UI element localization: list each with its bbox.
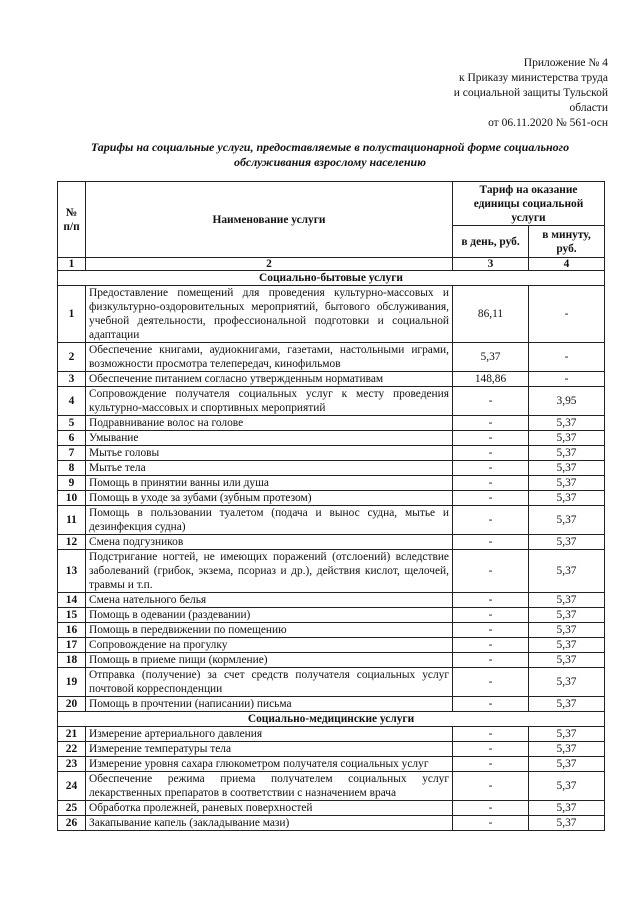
table-row — [58, 593, 605, 608]
tariff-per-minute: 5,37 — [529, 550, 605, 593]
row-number: 16 — [58, 623, 86, 638]
row-number: 5 — [58, 416, 86, 431]
tariff-per-minute: 5,37 — [529, 535, 605, 550]
document-title: Тарифы на социальные услуги, предоставляемые в полустационарной форме социального обслуживания взрослому населению — [90, 140, 570, 169]
service-name: Смена нательного белья — [86, 593, 453, 608]
header-per-day: в день, руб. — [453, 226, 529, 258]
service-name: Помощь в одевании (раздевании) — [86, 608, 453, 623]
service-name: Помощь в приеме пищи (кормление) — [86, 653, 453, 668]
tariff-per-minute: 5,37 — [529, 491, 605, 506]
table-row — [58, 697, 605, 712]
table-row — [58, 387, 605, 416]
service-name: Мытье головы — [86, 446, 453, 461]
column-number: 2 — [86, 258, 453, 271]
tariff-per-day: - — [453, 550, 529, 593]
table-row — [58, 668, 605, 697]
tariff-per-minute: 5,37 — [529, 461, 605, 476]
row-number: 2 — [58, 343, 86, 372]
row-number: 17 — [58, 638, 86, 653]
tariff-per-day: - — [453, 593, 529, 608]
service-name: Отправка (получение) за счет средств получателя социальных услуг почтовой корреспонденции — [86, 668, 453, 697]
table-row — [58, 446, 605, 461]
tariff-per-minute: 5,37 — [529, 653, 605, 668]
table-row — [58, 653, 605, 668]
service-name: Помощь в принятии ванны или душа — [86, 476, 453, 491]
tariff-per-day: - — [453, 506, 529, 535]
tariff-per-day: - — [453, 801, 529, 816]
service-name: Измерение уровня сахара глюкометром получателя социальных услуг — [86, 757, 453, 772]
service-name: Помощь в уходе за зубами (зубным протезом) — [86, 491, 453, 506]
service-name: Подстригание ногтей, не имеющих поражений (отслоений) вследствие заболеваний (грибок, экзема, псориаз и др.), действия кислот, щелочей, травмы и т.п. — [86, 550, 453, 593]
row-number: 4 — [58, 387, 86, 416]
service-name: Умывание — [86, 431, 453, 446]
appendix-line: области — [569, 102, 608, 114]
row-number: 25 — [58, 801, 86, 816]
table-row — [58, 506, 605, 535]
tariff-per-day: - — [453, 535, 529, 550]
tariff-per-day: - — [453, 446, 529, 461]
row-number: 21 — [58, 727, 86, 742]
tariff-per-minute: 5,37 — [529, 476, 605, 491]
tariff-per-day: - — [453, 476, 529, 491]
tariff-per-day: - — [453, 638, 529, 653]
tariff-per-minute: - — [529, 372, 605, 387]
row-number: 6 — [58, 431, 86, 446]
tariff-per-minute: 5,37 — [529, 608, 605, 623]
tariff-per-day: 148,86 — [453, 372, 529, 387]
row-number: 13 — [58, 550, 86, 593]
row-number: 20 — [58, 697, 86, 712]
tariff-per-day: - — [453, 416, 529, 431]
column-number: 4 — [529, 258, 605, 271]
tariff-per-minute: 5,37 — [529, 593, 605, 608]
service-name: Обеспечение питанием согласно утвержденным нормативам — [86, 372, 453, 387]
service-name: Помощь в прочтении (написании) письма — [86, 697, 453, 712]
table-row — [58, 742, 605, 757]
row-number: 12 — [58, 535, 86, 550]
appendix-line: Приложение № 4 — [523, 57, 608, 69]
service-name: Помощь в пользовании туалетом (подача и вынос судна, мытье и дезинфекция судна) — [86, 506, 453, 535]
row-number: 10 — [58, 491, 86, 506]
service-name: Обеспечение режима приема получателем социальных услуг лекарственных препаратов в соответствии с назначением врача — [86, 772, 453, 801]
row-number: 26 — [58, 816, 86, 831]
tariff-per-day: - — [453, 668, 529, 697]
row-number: 9 — [58, 476, 86, 491]
table-row — [58, 416, 605, 431]
table-row — [58, 816, 605, 831]
tariff-per-minute: 5,37 — [529, 668, 605, 697]
row-number: 1 — [58, 286, 86, 343]
service-name: Подравнивание волос на голове — [86, 416, 453, 431]
table-row — [58, 801, 605, 816]
section-title: Социально-бытовые услуги — [58, 271, 605, 286]
table-row — [58, 461, 605, 476]
header-num: № п/п — [58, 182, 86, 258]
tariff-per-minute: 5,37 — [529, 772, 605, 801]
section-row — [58, 712, 605, 727]
table-row — [58, 550, 605, 593]
section-title: Социально-медицинские услуги — [58, 712, 605, 727]
table-row — [58, 757, 605, 772]
tariff-per-minute: 5,37 — [529, 742, 605, 757]
tariff-per-day: - — [453, 742, 529, 757]
appendix-line: от 06.11.2020 № 561-осн — [488, 117, 608, 129]
header-name: Наименование услуги — [86, 182, 453, 258]
tariff-per-day: - — [453, 387, 529, 416]
service-name: Предоставление помещений для проведения культурно-массовых и физкультурно-оздоровительных мероприятий, бытового обслуживания, учебной деятельности, профессиональной подготовки и социальной адаптации — [86, 286, 453, 343]
service-name: Сопровождение на прогулку — [86, 638, 453, 653]
tariff-per-day: - — [453, 623, 529, 638]
table-row — [58, 727, 605, 742]
table-row — [58, 431, 605, 446]
table-row — [58, 772, 605, 801]
service-name: Мытье тела — [86, 461, 453, 476]
row-number: 22 — [58, 742, 86, 757]
tariff-per-minute: 5,37 — [529, 623, 605, 638]
table-row — [58, 608, 605, 623]
tariff-per-day: - — [453, 772, 529, 801]
tariff-per-minute: - — [529, 343, 605, 372]
tariff-per-day: - — [453, 697, 529, 712]
appendix-line: и социальной защиты Тульской — [453, 87, 608, 99]
tariff-per-day: - — [453, 653, 529, 668]
tariff-per-minute: 5,37 — [529, 801, 605, 816]
service-name: Помощь в передвижении по помещению — [86, 623, 453, 638]
row-number: 11 — [58, 506, 86, 535]
row-number: 3 — [58, 372, 86, 387]
service-name: Смена подгузников — [86, 535, 453, 550]
header-tariff: Тариф на оказание единицы социальной услуги — [453, 182, 605, 226]
tariff-per-day: 86,11 — [453, 286, 529, 343]
table-row — [58, 286, 605, 343]
service-name: Обеспечение книгами, аудиокнигами, газетами, настольными играми, возможности просмотра телепередач, кинофильмов — [86, 343, 453, 372]
tariff-per-minute: 5,37 — [529, 431, 605, 446]
row-number: 18 — [58, 653, 86, 668]
tariff-per-day: - — [453, 608, 529, 623]
row-number: 14 — [58, 593, 86, 608]
tariff-per-minute: 5,37 — [529, 727, 605, 742]
table-row — [58, 476, 605, 491]
row-number: 15 — [58, 608, 86, 623]
tariff-per-day: 5,37 — [453, 343, 529, 372]
table-row — [58, 535, 605, 550]
tariff-per-day: - — [453, 491, 529, 506]
column-number: 1 — [58, 258, 86, 271]
appendix-block — [388, 56, 608, 131]
column-number: 3 — [453, 258, 529, 271]
tariff-per-minute: 3,95 — [529, 387, 605, 416]
service-name: Обработка пролежней, раневых поверхностей — [86, 801, 453, 816]
tariff-per-day: - — [453, 757, 529, 772]
service-name: Измерение артериального давления — [86, 727, 453, 742]
section-row — [58, 271, 605, 286]
table-body — [58, 271, 605, 831]
tariff-per-minute: 5,37 — [529, 416, 605, 431]
table-row — [58, 491, 605, 506]
tariff-per-minute: 5,37 — [529, 697, 605, 712]
row-number: 23 — [58, 757, 86, 772]
table-row — [58, 343, 605, 372]
row-number: 24 — [58, 772, 86, 801]
tariff-per-minute: 5,37 — [529, 506, 605, 535]
table-row — [58, 638, 605, 653]
tariff-per-minute: - — [529, 286, 605, 343]
table-row — [58, 623, 605, 638]
tariff-per-day: - — [453, 727, 529, 742]
row-number: 8 — [58, 461, 86, 476]
tariff-per-minute: 5,37 — [529, 757, 605, 772]
tariff-per-day: - — [453, 431, 529, 446]
tariff-per-minute: 5,37 — [529, 446, 605, 461]
tariff-per-day: - — [453, 816, 529, 831]
tariff-per-minute: 5,37 — [529, 816, 605, 831]
row-number: 7 — [58, 446, 86, 461]
tariff-table — [57, 181, 605, 831]
service-name: Сопровождение получателя социальных услуг к месту проведения культурно-массовых и спортивных мероприятий — [86, 387, 453, 416]
tariff-per-day: - — [453, 461, 529, 476]
table-row — [58, 372, 605, 387]
service-name: Измерение температуры тела — [86, 742, 453, 757]
header-per-minute: в минуту, руб. — [529, 226, 605, 258]
appendix-line: к Приказу министерства труда — [459, 72, 608, 84]
tariff-per-minute: 5,37 — [529, 638, 605, 653]
row-number: 19 — [58, 668, 86, 697]
service-name: Закапывание капель (закладывание мази) — [86, 816, 453, 831]
